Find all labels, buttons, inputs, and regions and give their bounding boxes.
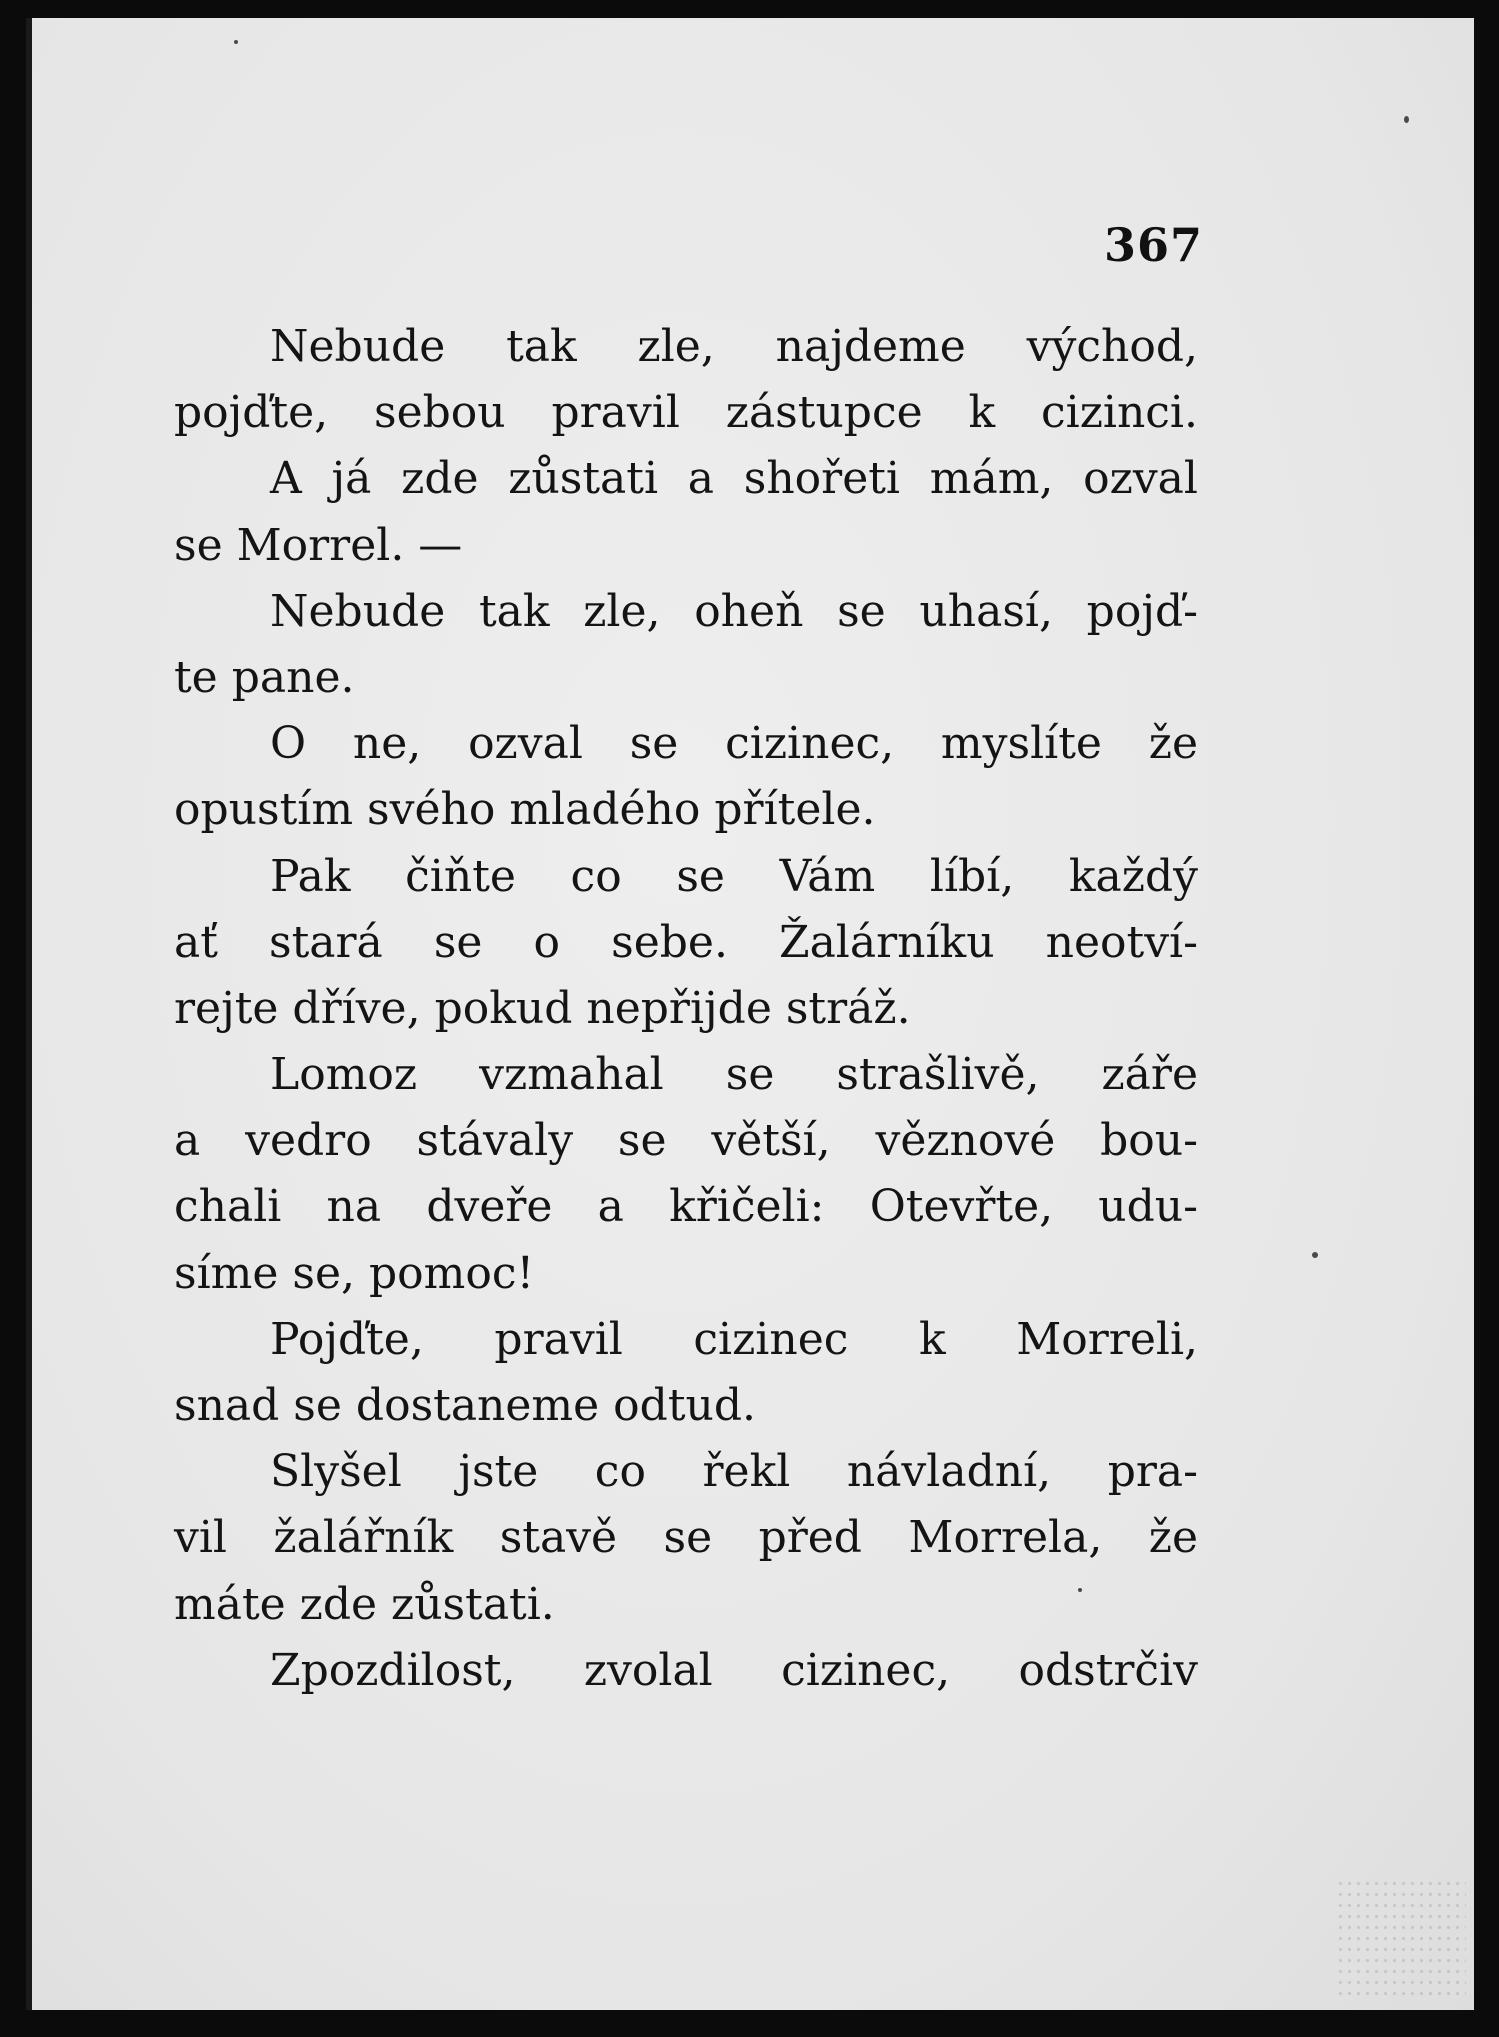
text-line: Pak čiňte co se Vám líbí, každý <box>270 850 1198 902</box>
text-line: Pojďte, pravil cizinec k Morreli, <box>270 1313 1198 1365</box>
text-line: Nebude tak zle, oheň se uhasí, pojď- <box>270 585 1198 637</box>
ink-speck <box>1312 1252 1318 1258</box>
text-line: te pane. <box>174 651 355 703</box>
text-line: Nebude tak zle, najdeme východ, <box>270 321 1198 372</box>
text-line: se Morrel. — <box>174 519 463 571</box>
text-line: máte zde zůstati. <box>174 1578 555 1630</box>
text-line: A já zde zůstati a shořeti mám, ozval <box>270 453 1198 505</box>
text-line: vil žalářník stavě se před Morrela, že <box>174 1512 1198 1564</box>
ink-speck <box>234 40 238 44</box>
text-line: pojďte, sebou pravil zástupce k cizinci. <box>174 387 1198 439</box>
body-text <box>174 314 1198 1704</box>
text-line: opustím svého mladého přítele. <box>174 784 876 836</box>
page-number: 367 <box>1104 218 1204 272</box>
page-edge-noise <box>1336 1878 1466 1998</box>
text-line: O ne, ozval se cizinec, myslíte že <box>270 718 1198 770</box>
text-line: síme se, pomoc! <box>174 1247 535 1299</box>
ink-speck <box>1078 1588 1082 1592</box>
page-edge-shadow <box>26 18 32 2010</box>
text-line: Lomoz vzmahal se strašlivě, záře <box>270 1049 1198 1101</box>
text-line: ať stará se o sebe. Žalárníku neotví- <box>174 916 1198 968</box>
book-page <box>26 18 1474 2010</box>
text-line: Slyšel jste co řekl návladní, pra- <box>270 1446 1198 1498</box>
text-line: rejte dříve, pokud nepřijde stráž. <box>174 982 911 1034</box>
text-line: snad se dostaneme odtud. <box>174 1380 757 1431</box>
ink-speck <box>1404 116 1409 123</box>
text-line: chali na dveře a křičeli: Otevřte, udu- <box>174 1181 1198 1233</box>
text-line: a vedro stávaly se větší, věznové bou- <box>174 1115 1198 1167</box>
text-line: Zpozdilost, zvolal cizinec, odstrčiv <box>270 1644 1198 1696</box>
